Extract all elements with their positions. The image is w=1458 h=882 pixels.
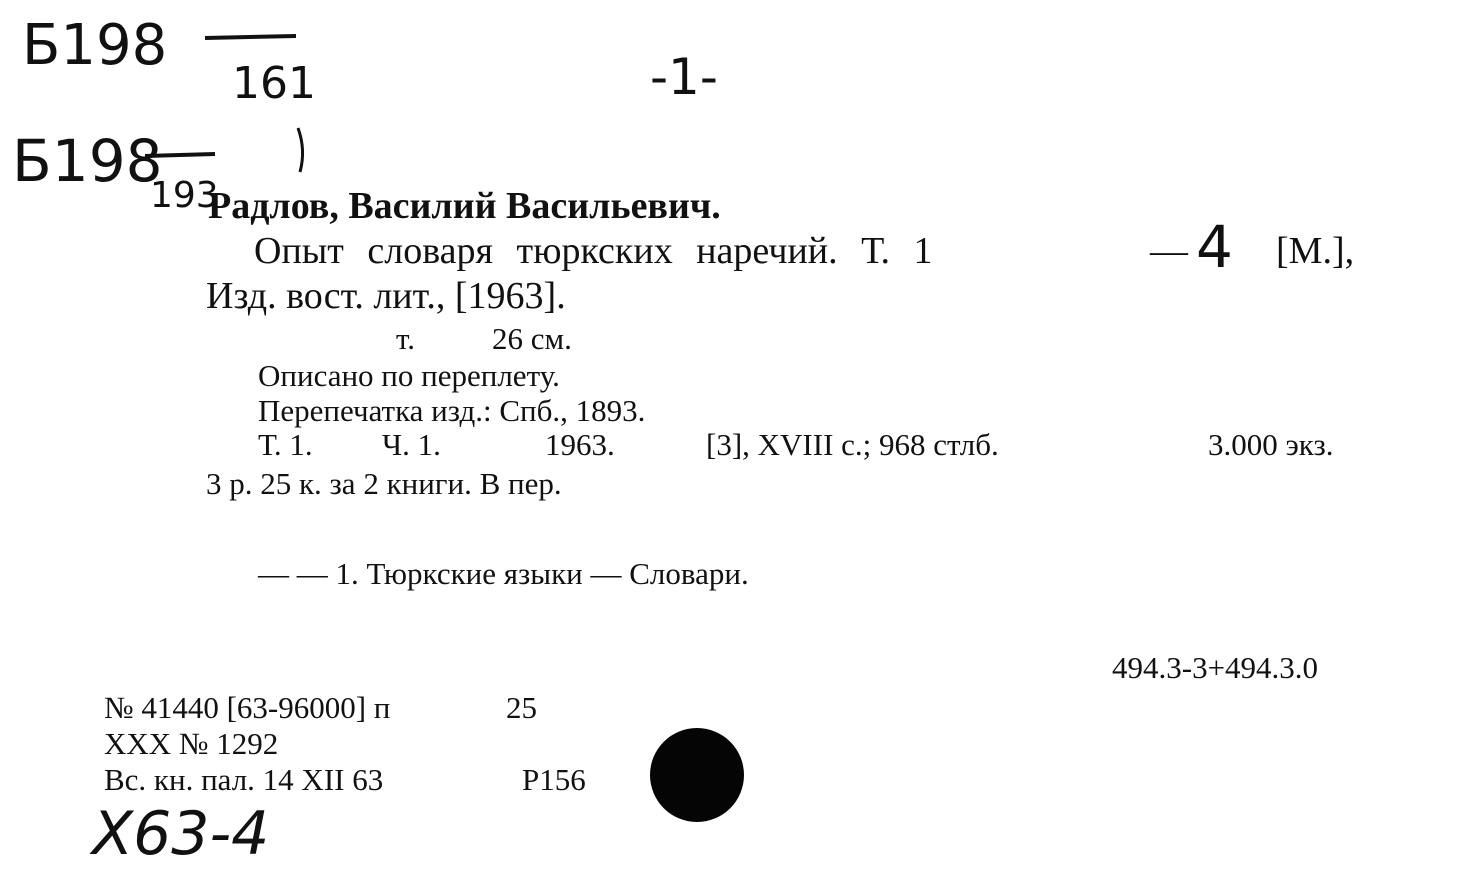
footer-chamber: Вс. кн. пал. 14 XII 63 bbox=[104, 762, 384, 797]
footer-count: 25 bbox=[506, 690, 537, 725]
place: [М.], bbox=[1276, 230, 1355, 272]
extent-t: т. bbox=[396, 321, 415, 356]
shelfmark-second-number: 193 bbox=[150, 175, 219, 216]
volume-number: Т. 1. bbox=[258, 427, 313, 462]
pagination: [3], XVIII с.; 968 стлб. bbox=[706, 427, 999, 462]
volume-year: 1963. bbox=[545, 427, 615, 462]
note-reprint: Перепечатка изд.: Спб., 1893. bbox=[258, 393, 646, 428]
note-binding: Описано по переплету. bbox=[258, 358, 560, 393]
price: 3 р. 25 к. за 2 книги. В пер. bbox=[206, 466, 562, 501]
shelfmark-top-bar bbox=[205, 36, 296, 38]
publisher-line: Изд. вост. лит., [1963]. bbox=[206, 275, 566, 317]
volumes-handwritten: 4 bbox=[1196, 213, 1233, 281]
footer-series: XXX № 1292 bbox=[104, 726, 279, 761]
footer-record-number: № 41440 [63-96000] п bbox=[104, 690, 391, 725]
print-run: 3.000 экз. bbox=[1208, 427, 1334, 462]
footer-code: Р156 bbox=[522, 762, 586, 797]
title-line: Опыт словаря тюркских наречий. Т. 1 bbox=[254, 230, 933, 272]
classification-code: 494.3-3+494.3.0 bbox=[1112, 650, 1319, 685]
shelfmark-second-prefix: Б198 bbox=[12, 127, 163, 195]
extent-size: 26 см. bbox=[492, 321, 572, 356]
pen-bracket bbox=[298, 128, 303, 172]
shelfmark-top-number: 161 bbox=[232, 58, 316, 109]
punch-hole bbox=[650, 728, 744, 822]
author-heading: Радлов, Василий Васильевич. bbox=[208, 185, 721, 227]
shelfmark-top-prefix: Б198 bbox=[22, 13, 168, 78]
footer-handwritten-note: Х63-4 bbox=[92, 799, 270, 869]
volumes-dash: — bbox=[1150, 230, 1188, 272]
subject-heading: — — 1. Тюркские языки — Словари. bbox=[258, 556, 749, 591]
shelfmark-second-bar bbox=[145, 154, 215, 156]
part-number: Ч. 1. bbox=[382, 427, 441, 462]
page-mark: -1- bbox=[650, 48, 718, 106]
